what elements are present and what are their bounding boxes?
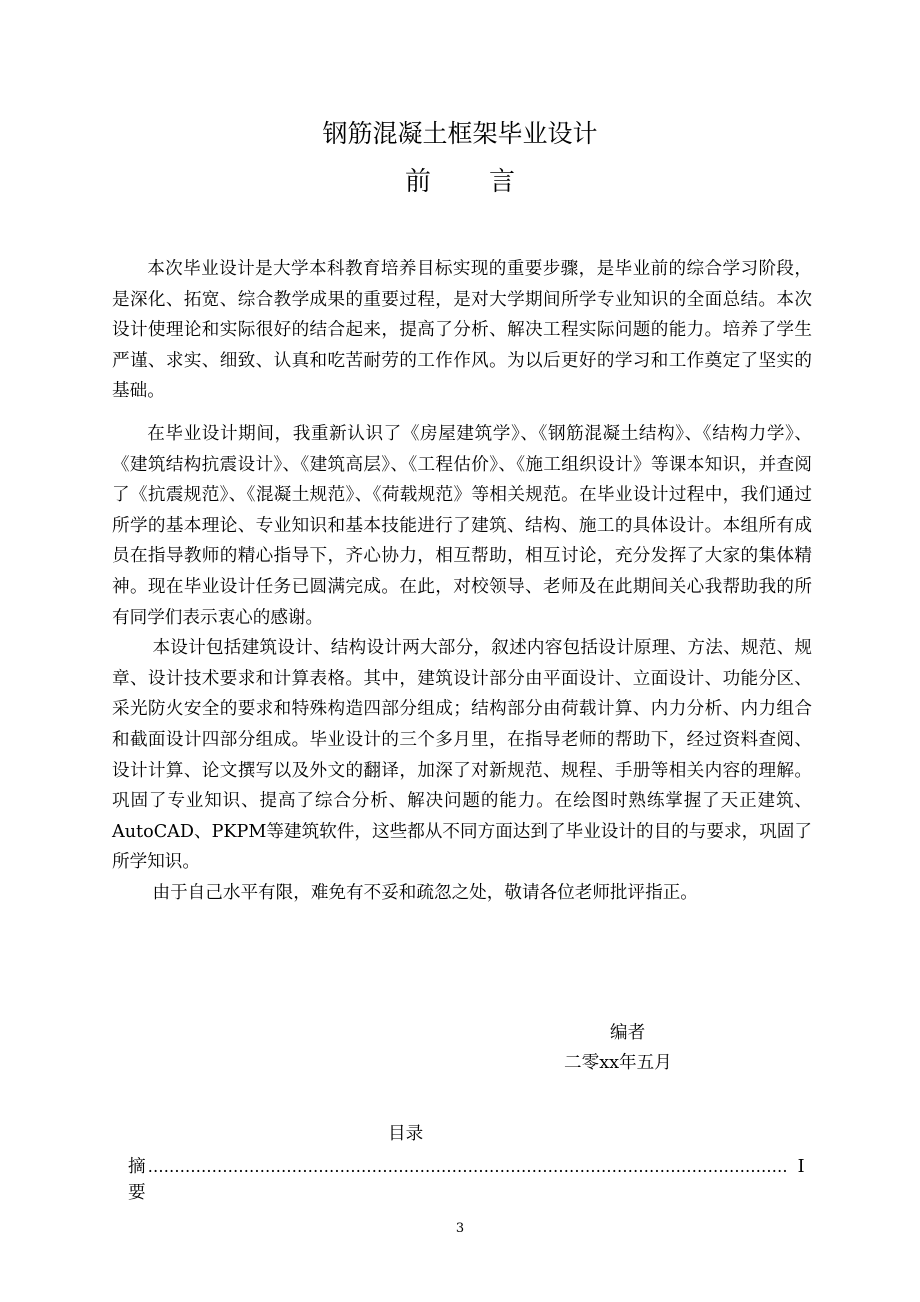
paragraph-2: 在毕业设计期间，我重新认识了《房屋建筑学》、《钢筋混凝土结构》、《结构力学》、《建筑结构抗震设计》、《建筑高层》、《工程估价》、《施工组织设计》等课本知识，并查阅了《抗震规范》、《混凝土规范》、《荷载规范》等相关规范。在毕业设计过程中，我们通过所学的基本理论、专业知识和基本技能进行了建筑、结构、施工的具体设计。本组所有成员在指导教师的精心指导下，齐心协力，相互帮助，相互讨论，充分发挥了大家的集体精神。现在毕业设计任务已圆满完成。在此，对校领导、老师及在此期间关心我帮助我的所有同学们表示衷心的感谢。 [112, 423, 812, 628]
preface-heading-char-1: 前 [404, 167, 431, 197]
toc-title: 目录 [388, 1124, 424, 1144]
toc-entry-page: I [797, 1157, 805, 1177]
toc-entry-leader: ………………………………………………………………………………………………………… [147, 1157, 788, 1176]
toc-entry-label: 摘要 [128, 1157, 146, 1203]
preface-body [112, 254, 812, 908]
preface-heading [0, 165, 920, 199]
paragraph-3: 本设计包括建筑设计、结构设计两大部分，叙述内容包括设计原理、方法、规范、规章、设计技术要求和计算表格。其中，建筑设计部分由平面设计、立面设计、功能分区、采光防火安全的要求和特殊构造四部分组成；结构部分由荷载计算、内力分析、内力组合和截面设计四部分组成。毕业设计的三个多月里，在指导老师的帮助下，经过资料查阅、设计计算、论文撰写以及外文的翻译，加深了对新规范、规程、手册等相关内容的理解。巩固了专业知识、提高了综合分析、解决问题的能力。在绘图时熟练掌握了天正建筑、AutoCAD、PKPM等建筑软件，这些都从不同方面达到了毕业设计的目的与要求，巩固了所学知识。 [112, 638, 812, 873]
page-number: 3 [455, 1221, 465, 1236]
toc-entry[interactable] [128, 1154, 805, 1206]
signature-date: 二零xx年五月 [564, 1053, 672, 1073]
paragraph-4: 由于自己水平有限，难免有不妥和疏忽之处，敬请各位老师批评指正。 [152, 882, 698, 903]
document-title: 钢筋混凝土框架毕业设计 [322, 119, 598, 148]
signature-author: 编者 [610, 1023, 646, 1043]
preface-heading-char-2: 言 [489, 167, 516, 197]
paragraph-1: 本次毕业设计是大学本科教育培养目标实现的重要步骤，是毕业前的综合学习阶段，是深化、拓宽、综合教学成果的重要过程，是对大学期间所学专业知识的全面总结。本次设计使理论和实际很好的结合起来，提高了分析、解决工程实际问题的能力。培养了学生严谨、求实、细致、认真和吃苦耐劳的工作作风。为以后更好的学习和工作奠定了坚实的基础。 [112, 259, 812, 402]
